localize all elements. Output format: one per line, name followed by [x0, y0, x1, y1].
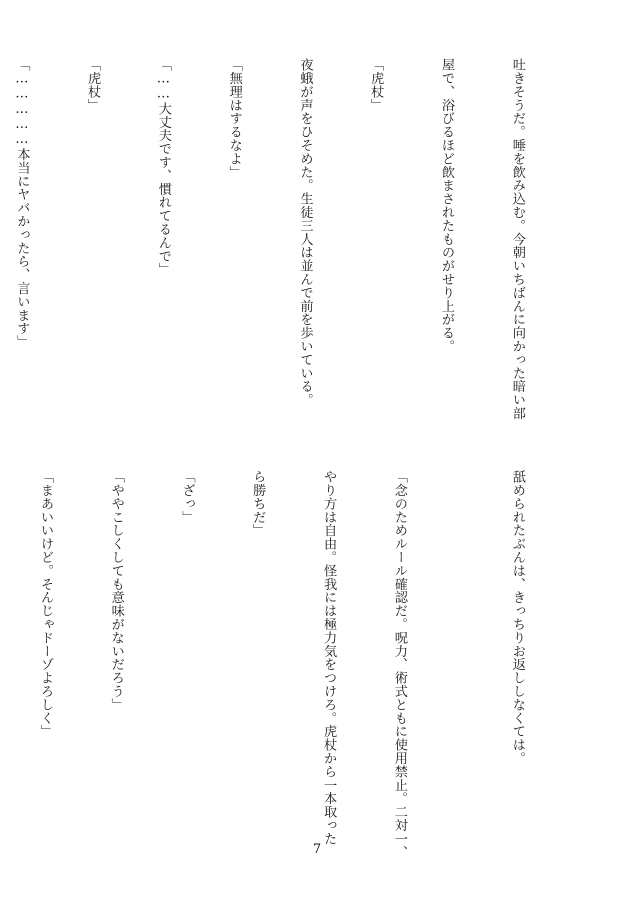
text-line: 「念のためルール確認だ。呪力、術式ともに使用禁止。二対一、 — [391, 470, 407, 859]
text-line: 「無理はするなよ」 — [226, 58, 242, 179]
text-line: 「ざっ」 — [179, 470, 195, 524]
text-line: 「……………本当にヤバかったら、言います」 — [14, 58, 30, 349]
text-line: 屋で、浴びるほど飲まされたものがせり上がる。 — [439, 58, 455, 353]
text-line: 夜蛾が声をひそめた。生徒三人は並んで前を歩いている。 — [297, 58, 313, 407]
lower-text-block — [37, 470, 576, 859]
text-line: ら勝ちだ」 — [250, 470, 266, 537]
text-line: 「虎杖」 — [368, 58, 384, 112]
text-line: 吐きそうだ。唾を飲み込む。今朝いちばんに向かった暗い部 — [509, 58, 525, 420]
text-line: 「……大丈夫です、慣れてるんで」 — [155, 58, 171, 276]
text-line: 「ややこしくしても意味がないだろう」 — [108, 470, 124, 712]
text-line: 「まあいいけど。そんじゃドーゾよろしく」 — [37, 470, 53, 738]
upper-text-block — [14, 58, 576, 458]
text-line: 舐められたぶんは、きっちりお返ししなくては。 — [509, 470, 525, 765]
text-line: 「虎杖」 — [85, 58, 101, 112]
text-line: やり方は自由。怪我には極力気をつけろ。虎杖から一本取った — [321, 470, 337, 846]
page-number: 7 — [312, 842, 322, 857]
